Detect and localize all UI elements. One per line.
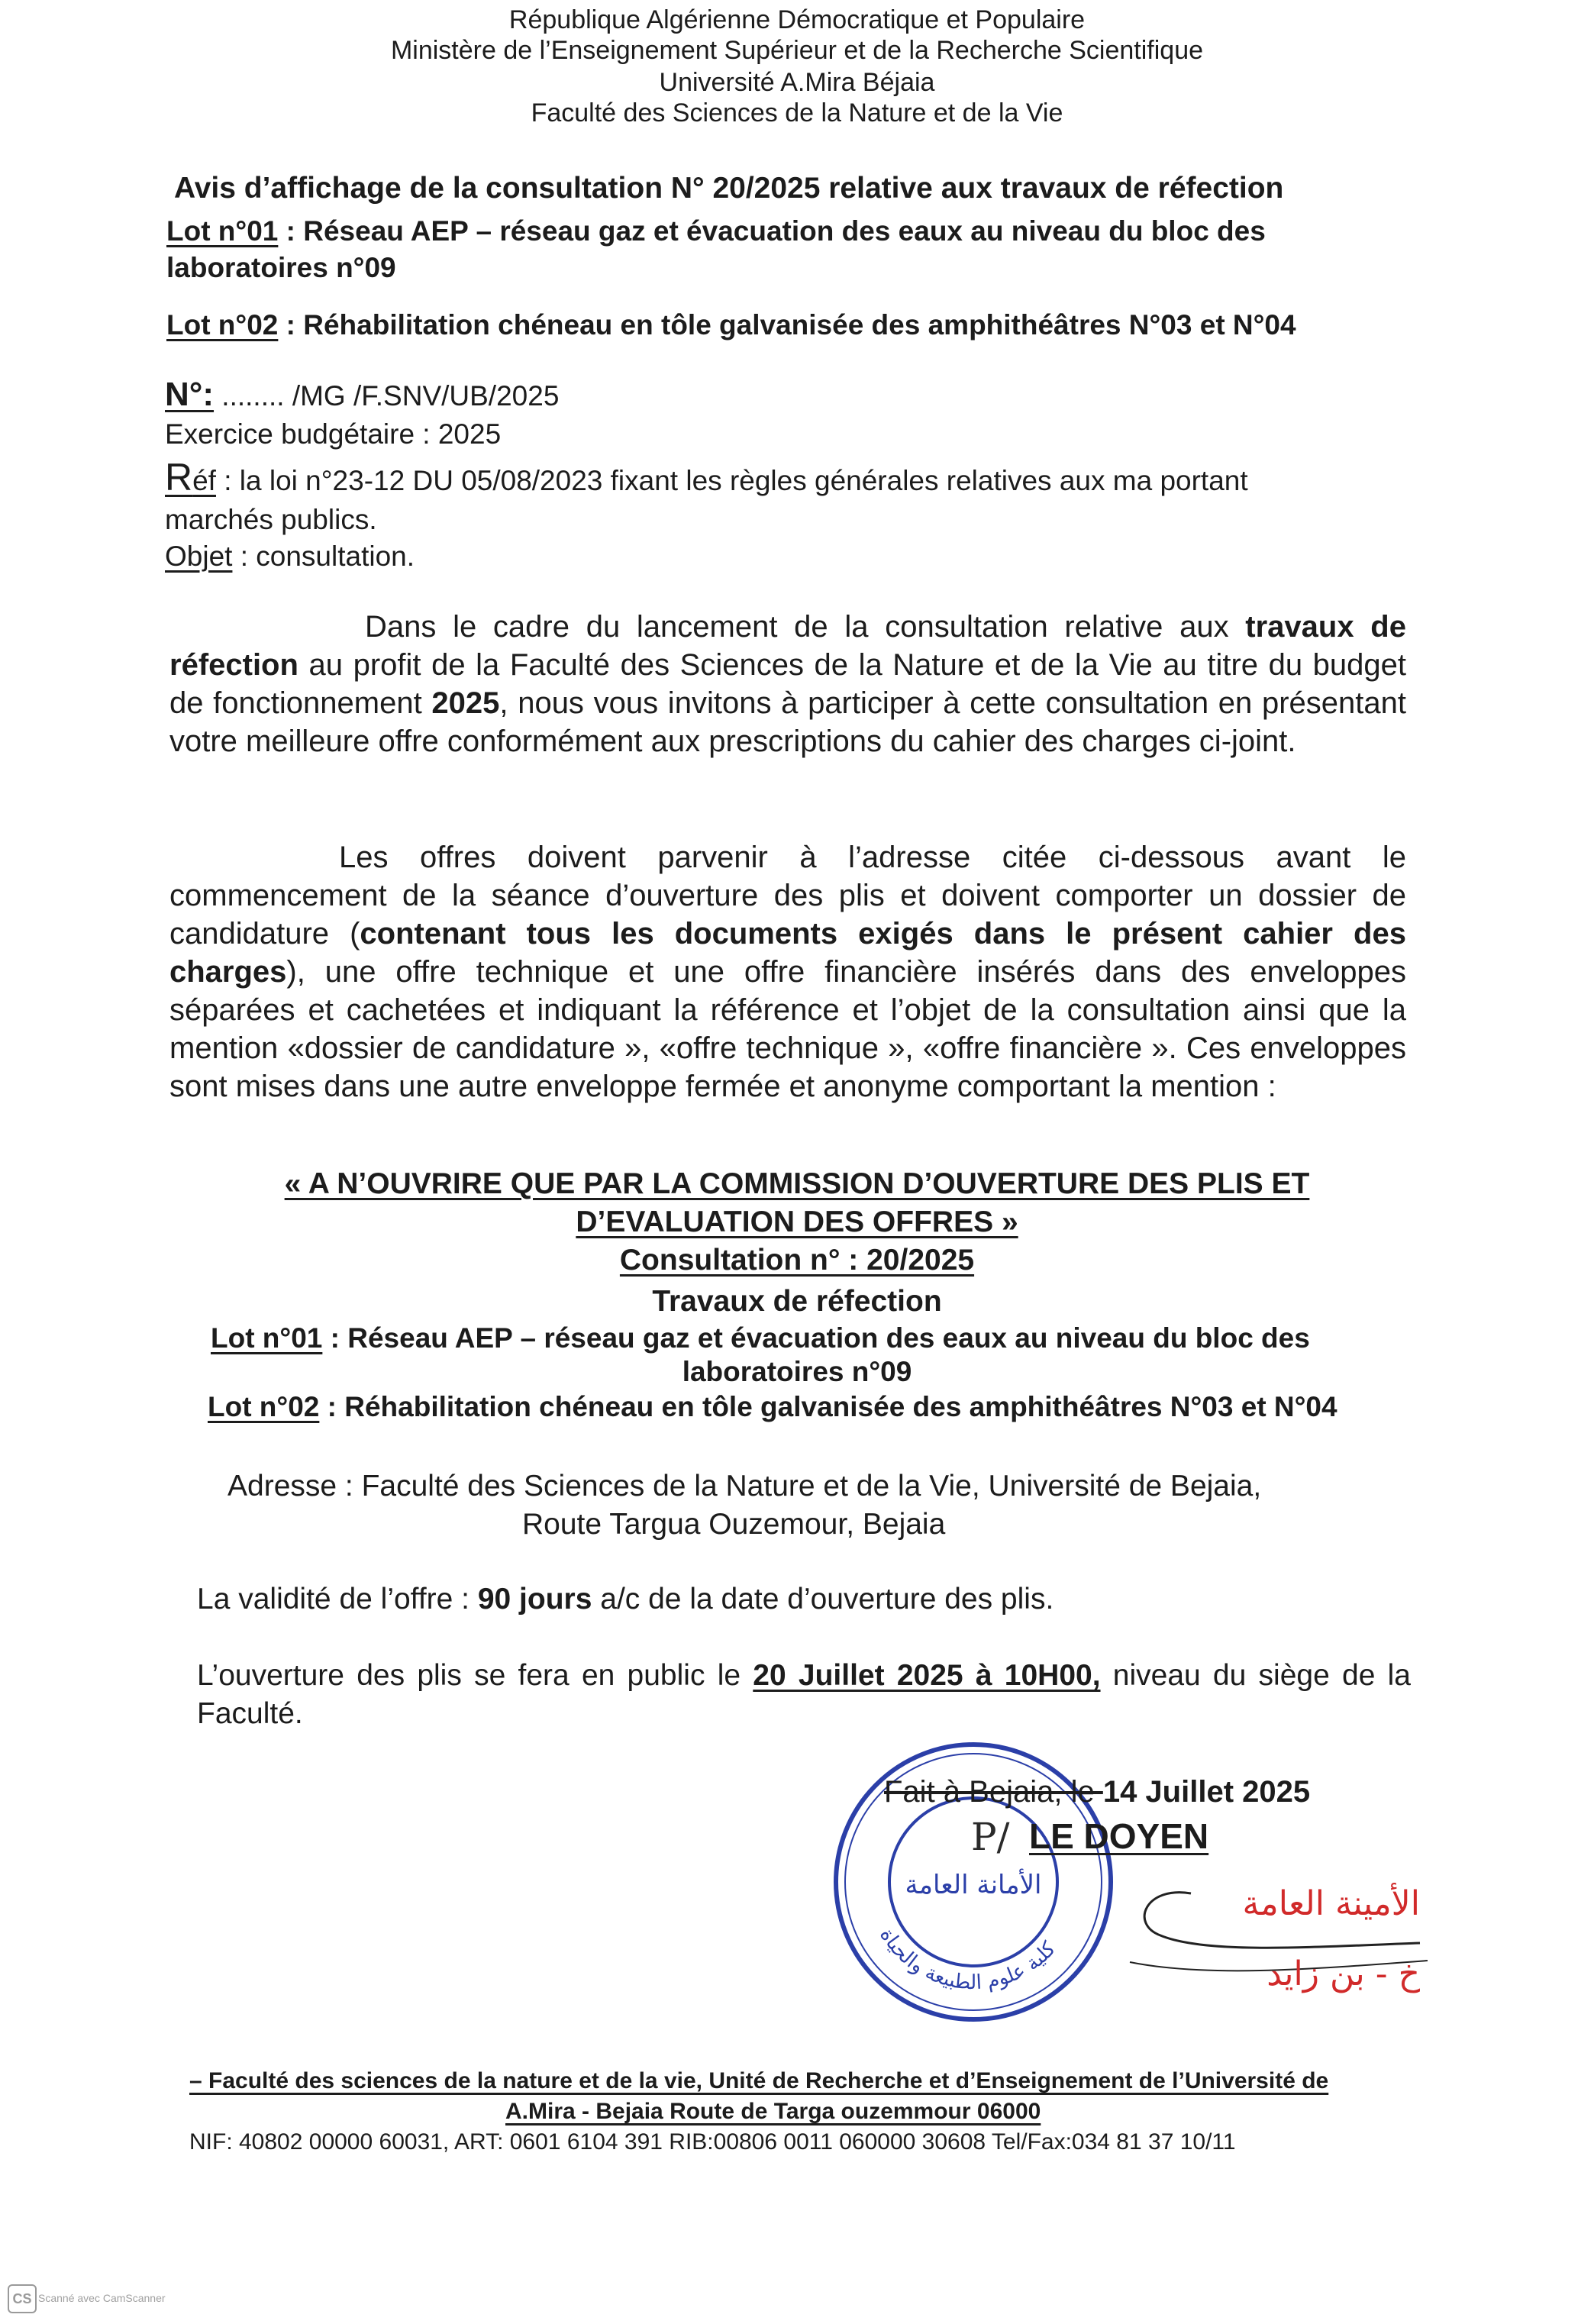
object-label: Objet <box>165 541 233 572</box>
camscanner-text: Scanné avec CamScanner <box>38 2292 166 2304</box>
lot-1 <box>166 214 1266 249</box>
address-line-2: Route Targua Ouzemour, Bejaia <box>522 1508 946 1541</box>
envelope-lot-1-continued: laboratoires n°09 <box>682 1356 912 1387</box>
header-university: Université A.Mira Béjaia <box>659 68 935 97</box>
stamp-ring-text: كلية علوم الطبيعة والحياة <box>875 1924 1061 1995</box>
number-value: ........ /MG /F.SNV/UB/2025 <box>214 380 560 412</box>
signatory-role-arabic: الأمينة العامة <box>1242 1884 1420 1923</box>
budget-year: Exercice budgétaire : 2025 <box>165 418 502 450</box>
reference-number <box>165 376 559 415</box>
object-text: : consultation. <box>232 541 415 572</box>
header-faculty: Faculté des Sciences de la Nature et de la Vie <box>531 98 1063 127</box>
envelope-consultation: Consultation n° : 20/2025 <box>619 1244 975 1277</box>
footer-line-2: A.Mira - Bejaia Route de Targa ouzemmour 06000 <box>505 2099 1041 2124</box>
signature-initial: P/ <box>971 1815 1010 1859</box>
header-republic: République Algérienne Démocratique et Populaire <box>508 5 1086 34</box>
stamp-center-text: الأمانة العامة <box>905 1870 1042 1900</box>
lot-1-label: Lot n°01 <box>166 215 279 247</box>
footer-line-1: – Faculté des sciences de la nature et de la vie, Unité de Recherche et d’Enseignement de l’Université de <box>189 2068 1329 2093</box>
header-ministry: Ministère de l’Enseignement Supérieur et de la Recherche Scientifique <box>390 36 1204 65</box>
notice-title: Avis d’affichage de la consultation N° 20/2025 relative aux travaux de réfection <box>174 172 1284 205</box>
number-label: N°: <box>165 376 215 413</box>
footer-line-3: NIF: 40802 00000 60031, ART: 0601 6104 391 RIB:00806 0011 060000 30608 Tel/Fax:034 81 37 10/11 <box>189 2129 1236 2155</box>
envelope-mention-line-1: « A N’OUVRIRE QUE PAR LA COMMISSION D’OUVERTURE DES PLIS ET <box>284 1167 1310 1200</box>
handwritten-signature <box>1115 1870 1435 2000</box>
signatory-name-arabic: خ - بن زايد <box>1266 1954 1420 1993</box>
reference-law-continued: marchés publics. <box>165 504 377 535</box>
lot-2-text: : Réhabilitation chéneau en tôle galvanisée des amphithéâtres N°03 et N°04 <box>278 309 1296 341</box>
lot-2-label: Lot n°02 <box>166 309 279 341</box>
lot-2 <box>166 308 1296 343</box>
opening-date: L’ouverture des plis se fera en public le 20 Juillet 2025 à 10H00, niveau du siège de la Faculté. <box>197 1659 1411 1730</box>
paragraph-intro: Dans le cadre du lancement de la consultation relative aux travaux de réfection au profit de la Faculté des Sciences de la Nature et de la Vie au titre du budget de fonctionnement 2025, nous vous invitons à participer à cette consultation en présentant votre meilleure offre conformément aux prescriptions du cahier des charges ci-joint. <box>169 610 1407 758</box>
lot-1-continued: laboratoires n°09 <box>166 252 396 283</box>
envelope-works: Travaux de réfection <box>652 1285 942 1318</box>
address-line-1: Adresse : Faculté des Sciences de la Nature et de la Vie, Université de Bejaia, <box>227 1470 1262 1503</box>
dean-title: LE DOYEN <box>1029 1816 1209 1856</box>
reference-law <box>165 458 1248 500</box>
lot-1-text: : Réseau AEP – réseau gaz et évacuation des eaux au niveau du bloc des <box>278 215 1266 247</box>
camscanner-logo-icon: CS <box>8 2284 37 2313</box>
paragraph-offers: Les offres doivent parvenir à l’adresse citée ci-dessous avant le commencement de la séance d’ouverture des plis et doivent comporter un dossier de candidature (contenant tous les documents exigés dans le présent cahier des charges), une offre technique et une offre financière insérés dans des enveloppes séparées et cachetées et indiquant la référence et l’objet de la consultation ainsi que la mention «dossier de candidature », «offre technique », «offre financière ». Ces enveloppes sont mises dans une autre enveloppe fermée et anonyme comportant la mention : <box>169 841 1406 1103</box>
signature-place-date: Fait à Bejaia, le 14 Juillet 2025 <box>884 1775 1311 1809</box>
envelope-lot-1: Lot n°01 : Réseau AEP – réseau gaz et évacuation des eaux au niveau du bloc des <box>211 1322 1310 1354</box>
ref-label: Réf <box>165 456 216 499</box>
offer-validity: La validité de l’offre : 90 jours a/c de la date d’ouverture des plis. <box>197 1583 1054 1616</box>
object-line <box>165 537 415 576</box>
ref-text: : la loi n°23-12 DU 05/08/2023 fixant les règles générales relatives aux ma portant <box>215 465 1248 496</box>
envelope-mention-line-2: D’EVALUATION DES OFFRES » <box>576 1206 1018 1238</box>
envelope-lot-2: Lot n°02 : Réhabilitation chéneau en tôle galvanisée des amphithéâtres N°03 et N°04 <box>208 1391 1337 1422</box>
